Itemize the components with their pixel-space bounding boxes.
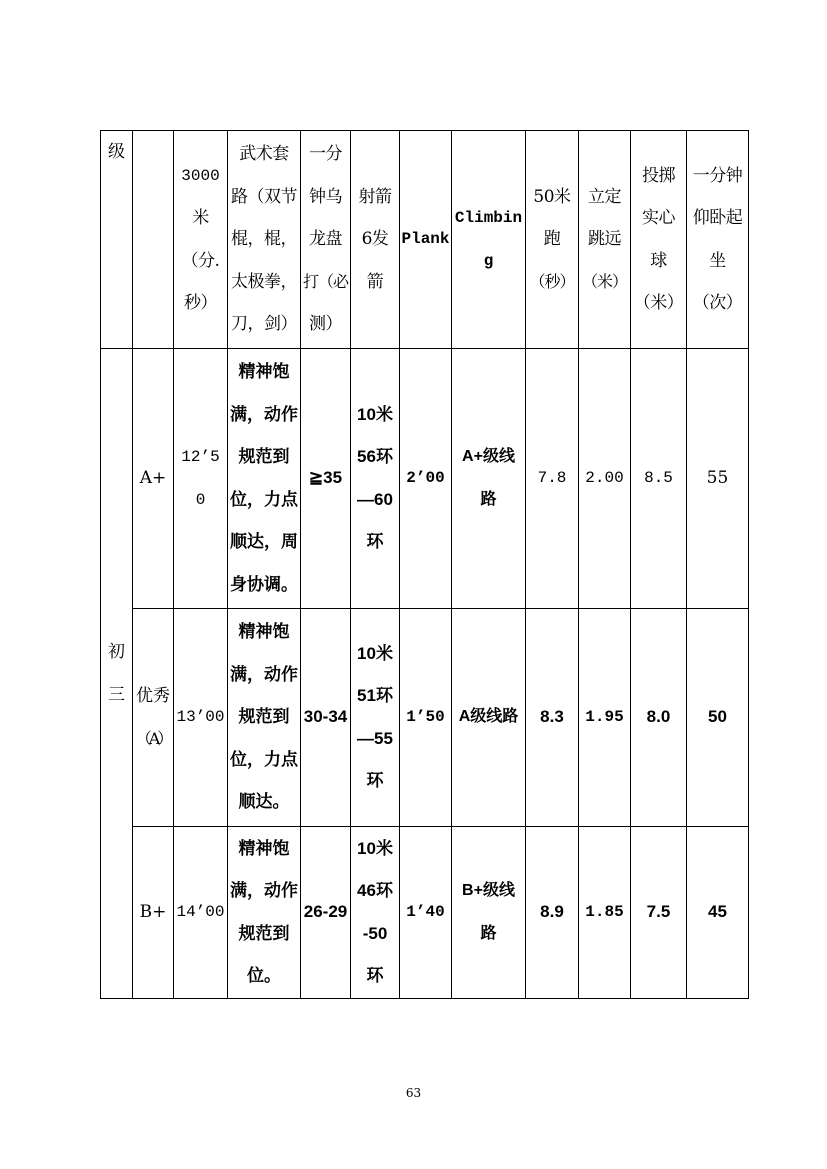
plank-value: 2’00	[406, 469, 445, 488]
plank-cell	[400, 609, 452, 827]
climbing-line: A级线路	[458, 708, 519, 726]
ball-throw-value: 8.5	[644, 469, 673, 488]
header-archery-line: 射箭	[358, 186, 392, 207]
archery-line: 10米	[357, 404, 393, 424]
wushu-line: 身协调。	[230, 574, 298, 594]
header-long-jump-line: 立定	[588, 186, 621, 207]
header-ball-throw-cell	[631, 131, 687, 349]
wushu-line: 精神饱	[238, 838, 290, 858]
header-ball-throw-line: 实心	[642, 208, 675, 228]
header-ball-throw-line: （米）	[633, 293, 684, 313]
header-situps-line: 一分钟	[692, 165, 743, 186]
sprint-50m-cell	[526, 609, 579, 827]
ball-throw-cell	[631, 349, 687, 609]
archery-line: 46环	[357, 881, 393, 900]
archery-line: 51环	[357, 686, 393, 705]
wushu-cell	[228, 609, 301, 827]
header-row	[101, 131, 749, 349]
climbing-line: B+级线	[462, 882, 515, 899]
header-ball-throw-line: 球	[650, 250, 667, 271]
level-label: A+	[139, 468, 167, 489]
header-sprint-50m-line: （秒）	[529, 271, 575, 291]
grade-level-cell	[101, 349, 133, 999]
header-sprint-50m-line: 50米	[533, 186, 571, 207]
header-wushu-cell	[228, 131, 301, 349]
situps-value: 50	[708, 707, 727, 727]
fitness-standards-table	[100, 130, 749, 999]
header-wushu-line: 武术套	[239, 144, 289, 165]
climbing-cell	[452, 349, 526, 609]
header-archery-line: 箭	[366, 271, 384, 292]
grade-level-text: 初	[108, 642, 125, 662]
plank-cell	[400, 827, 452, 999]
ball-throw-cell	[631, 609, 687, 827]
header-wushu-line: 刀，剑）	[231, 314, 297, 335]
header-sprint-50m-cell	[526, 131, 579, 349]
wushu-line: 精神饱	[238, 622, 290, 642]
archery-cell	[351, 349, 400, 609]
header-wulong-line: 测）	[309, 314, 342, 335]
situps-cell	[687, 349, 749, 609]
wulong-value: ≧35	[308, 468, 343, 488]
archery-line: 10米	[357, 643, 393, 663]
header-long-jump-line: （米）	[581, 271, 627, 291]
sprint-50m-value: 7.8	[537, 469, 567, 488]
long-jump-value: 1.95	[585, 708, 624, 727]
header-climbing-cell	[452, 131, 526, 349]
wushu-line: 满，动作	[230, 881, 298, 900]
wushu-line: 规范到	[238, 707, 290, 727]
header-long-jump-line: 跳远	[588, 229, 621, 250]
header-grade-label: 级	[108, 142, 125, 162]
header-sprint-50m-line: 跑	[543, 229, 561, 250]
header-3000m-line: 米	[192, 208, 209, 228]
header-grade-cell	[101, 131, 133, 349]
header-situps-cell	[687, 131, 749, 349]
run-3000m-value: 14’00	[176, 903, 225, 922]
header-archery-cell	[351, 131, 400, 349]
level-cell	[133, 609, 174, 827]
wulong-value: 26-29	[303, 902, 348, 922]
wushu-line: 位，力点	[230, 749, 298, 769]
wulong-cell	[301, 349, 351, 609]
sprint-50m-value: 8.9	[540, 902, 564, 922]
archery-cell	[351, 827, 400, 999]
ball-throw-value: 8.0	[646, 707, 671, 727]
header-archery-line: 6发	[361, 229, 389, 250]
header-wushu-line: 太极拳，	[231, 271, 297, 292]
wushu-line: 规范到	[238, 923, 290, 943]
run-3000m-value: 12’5	[181, 448, 220, 466]
run-3000m-cell	[174, 349, 228, 609]
level-cell	[133, 349, 174, 609]
situps-cell	[687, 827, 749, 999]
header-situps-line: 坐	[709, 250, 726, 271]
header-climbing-line: Climbin	[454, 209, 523, 227]
climbing-line: 路	[480, 924, 497, 942]
header-climbing-line: g	[483, 251, 494, 270]
climbing-cell	[452, 827, 526, 999]
archery-line: —55	[357, 728, 393, 748]
long-jump-cell	[579, 609, 631, 827]
header-wushu-line: 路（双节	[231, 186, 297, 207]
header-situps-line: （次）	[692, 293, 743, 313]
wushu-line: 位。	[247, 966, 281, 985]
situps-value: 45	[708, 902, 727, 922]
header-wulong-line: 龙盘	[309, 229, 342, 250]
situps-cell	[687, 609, 749, 827]
run-3000m-cell	[174, 827, 228, 999]
long-jump-cell	[579, 349, 631, 609]
page-number: 63	[405, 1086, 422, 1100]
plank-value: 1’50	[406, 708, 445, 727]
header-wulong-line: 钟乌	[309, 186, 342, 207]
wushu-line: 规范到	[238, 447, 290, 466]
wushu-line: 满，动作	[230, 404, 298, 424]
sprint-50m-cell	[526, 349, 579, 609]
wulong-value: 30-34	[303, 707, 348, 727]
header-wulong-line: 打（必	[302, 271, 348, 291]
wushu-cell	[228, 349, 301, 609]
long-jump-cell	[579, 827, 631, 999]
archery-cell	[351, 609, 400, 827]
grade-level-text: 三	[108, 684, 125, 705]
header-situps-line: 仰卧起	[692, 208, 743, 228]
archery-line: 环	[366, 771, 384, 790]
header-wulong-line: 一分	[309, 144, 342, 165]
header-3000m-line: 3000	[181, 166, 220, 185]
table-row	[101, 827, 749, 999]
run-3000m-cell	[174, 609, 228, 827]
level-label: （A）	[135, 728, 171, 748]
long-jump-value: 1.85	[585, 903, 624, 922]
wushu-line: 顺达，周	[230, 532, 298, 551]
climbing-cell	[452, 609, 526, 827]
wushu-cell	[228, 827, 301, 999]
header-long-jump-cell	[579, 131, 631, 349]
run-3000m-value: 0	[195, 490, 206, 509]
archery-line: -50	[362, 923, 388, 943]
header-wulong-cell	[301, 131, 351, 349]
plank-cell	[400, 349, 452, 609]
header-plank-label: Plank	[401, 230, 450, 249]
ball-throw-cell	[631, 827, 687, 999]
archery-line: 环	[366, 966, 384, 985]
wushu-line: 精神饱	[238, 362, 290, 381]
archery-line: 环	[366, 532, 384, 551]
header-level-cell	[133, 131, 174, 349]
wulong-cell	[301, 609, 351, 827]
archery-line: 56环	[357, 447, 393, 466]
header-3000m-line: 秒）	[184, 293, 217, 313]
wushu-line: 顺达。	[238, 792, 290, 812]
sprint-50m-value: 8.3	[540, 707, 564, 727]
level-label: 优秀	[136, 686, 170, 706]
level-label: B+	[139, 902, 167, 923]
header-3000m-line: （分.	[181, 250, 220, 271]
sprint-50m-cell	[526, 827, 579, 999]
ball-throw-value: 7.5	[646, 902, 671, 922]
table-row	[101, 609, 749, 827]
wushu-line: 满，动作	[230, 664, 298, 684]
archery-line: 10米	[357, 838, 393, 858]
run-3000m-value: 13’00	[176, 708, 225, 727]
situps-value: 55	[706, 468, 729, 489]
wulong-cell	[301, 827, 351, 999]
archery-line: —60	[357, 489, 393, 509]
plank-value: 1’40	[406, 903, 445, 922]
long-jump-value: 2.00	[585, 469, 624, 488]
header-plank-cell	[400, 131, 452, 349]
header-ball-throw-line: 投掷	[642, 165, 675, 186]
header-wushu-line: 棍，棍，	[231, 229, 297, 250]
table-row	[101, 349, 749, 609]
climbing-line: 路	[480, 490, 497, 508]
climbing-line: A+级线	[462, 448, 515, 465]
header-3000m-cell	[174, 131, 228, 349]
wushu-line: 位，力点	[230, 489, 298, 509]
level-cell	[133, 827, 174, 999]
